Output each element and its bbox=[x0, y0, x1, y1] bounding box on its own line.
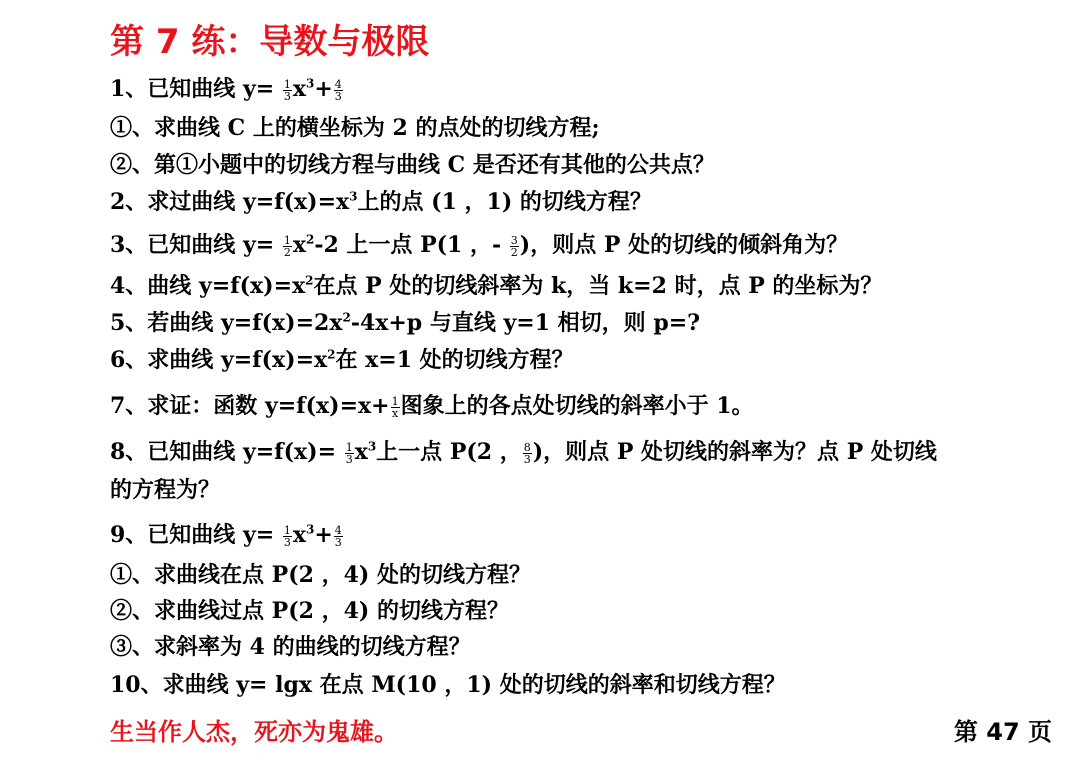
page-number: 第 47 页 bbox=[953, 718, 1052, 746]
question-9-part-2: ②、求曲线过点 P(2 ，4) 的切线方程？ bbox=[110, 598, 509, 624]
question-8-cont: 的方程为？ bbox=[110, 477, 221, 503]
question-9: 9、已知曲线 y= $\frac{1}{3}$ $x^3+$ $\frac{4}{3}$ bbox=[110, 522, 342, 549]
question-6: 6、求曲线 $y=f(x)=x^2$在 x=1 处的切线方程？ bbox=[110, 347, 574, 373]
page-title: 第 7 练：导数与极限 bbox=[110, 22, 430, 62]
question-3: 3、已知曲线 y= $\frac{1}{2}$ $x^2-2$ 上一点 P(1 ，- $\frac{3}{2}$ )，则点 P 处的切线的倾斜角为？ bbox=[110, 232, 849, 259]
question-1-part-1: ①、求曲线 C 上的横坐标为 2 的点处的切线方程; bbox=[110, 115, 600, 141]
motto: 生当作人杰，死亦为鬼雄。 bbox=[110, 717, 398, 746]
question-1-part-2: ②、第①小题中的切线方程与曲线 C 是否还有其他的公共点？ bbox=[110, 152, 715, 178]
question-7: 7、求证：函数 y=f(x)=x+ $\frac{1}{x}$ 图象上的各点处切线的斜率小于 1。 bbox=[110, 393, 754, 420]
question-9-part-3: ③、求斜率为 4 的曲线的切线方程？ bbox=[110, 634, 471, 660]
question-1: 1、已知曲线 y= $\frac{1}{3}$ $x^3+$ $\frac{4}{3}$ bbox=[110, 76, 342, 103]
question-5: 5、若曲线 $y=f(x)=2x^2-4x+p$ 与直线 y=1 相切，则 p=? bbox=[110, 310, 701, 336]
question-2: 2、求过曲线 $y=f(x)=x^3$上的点 (1 ，1) 的切线方程？ bbox=[110, 189, 652, 215]
question-4: 4、曲线 $y=f(x)=x^2$在点 P 处的切线斜率为 k，当 k=2 时，点 P 的坐标为？ bbox=[110, 273, 883, 299]
question-9-part-1: ①、求曲线在点 P(2 ，4) 处的切线方程？ bbox=[110, 562, 531, 588]
question-8: 8、已知曲线 y=f(x)= $\frac{1}{3}$ $x^3$上一点 P(2 ， $\frac{8}{3}$ )，则点 P 处切线的斜率为？点 P 处切线 bbox=[110, 439, 937, 466]
question-10: 10、求曲线 y= lgx 在点 M(10 ，1) 处的切线的斜率和切线方程？ bbox=[110, 672, 786, 698]
